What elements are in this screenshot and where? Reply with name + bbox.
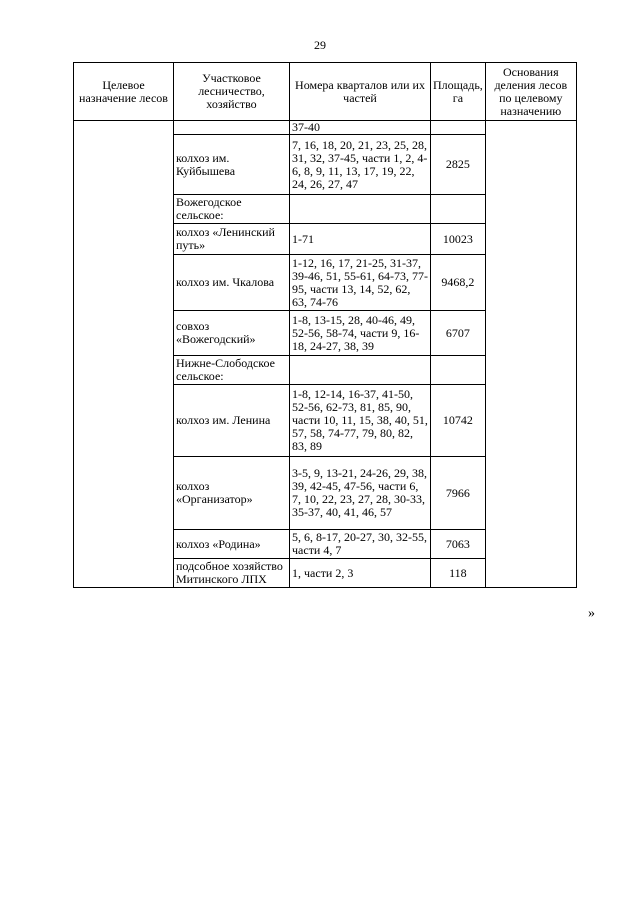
header-blocks: Номера кварталов или их частей — [290, 63, 431, 121]
area-cell — [431, 121, 486, 135]
unit-cell — [174, 121, 290, 135]
unit-cell: Нижне-Слободское сельское: — [174, 356, 290, 385]
unit-cell: колхоз «Родина» — [174, 530, 290, 559]
header-unit: Участковое лесничество, хозяйство — [174, 63, 290, 121]
area-cell: 9468,2 — [431, 255, 486, 311]
unit-cell: колхоз «Организатор» — [174, 457, 290, 530]
blocks-cell: 7, 16, 18, 20, 21, 23, 25, 28, 31, 32, 37-45, части 1, 2, 4-6, 8, 9, 11, 13, 17, 19, 22, 24, 26, 27, 47 — [290, 135, 431, 195]
blocks-cell: 1-12, 16, 17, 21-25, 31-37, 39-46, 51, 55-61, 64-73, 77-95, части 13, 14, 52, 62, 63, 74-76 — [290, 255, 431, 311]
blocks-cell: 1-8, 13-15, 28, 40-46, 49, 52-56, 58-74, части 9, 16-18, 24-27, 38, 39 — [290, 311, 431, 356]
basis-cell — [485, 121, 576, 588]
area-cell — [431, 195, 486, 224]
header-basis: Основания деления лесов по целевому назначению — [485, 63, 576, 121]
area-cell: 118 — [431, 559, 486, 588]
unit-cell: колхоз им. Ленина — [174, 385, 290, 457]
table-header-row — [74, 63, 577, 121]
unit-cell: колхоз им. Куйбышева — [174, 135, 290, 195]
blocks-cell: 5, 6, 8-17, 20-27, 30, 32-55, части 4, 7 — [290, 530, 431, 559]
area-cell: 10742 — [431, 385, 486, 457]
area-cell: 7063 — [431, 530, 486, 559]
unit-cell: колхоз «Ленинский путь» — [174, 224, 290, 255]
unit-cell: Вожегодское сельское: — [174, 195, 290, 224]
area-cell — [431, 356, 486, 385]
unit-cell: колхоз им. Чкалова — [174, 255, 290, 311]
blocks-cell: 1-71 — [290, 224, 431, 255]
unit-cell: подсобное хозяйство Митинского ЛПХ — [174, 559, 290, 588]
header-purpose: Целевое назначение лесов — [74, 63, 174, 121]
blocks-cell: 1-8, 12-14, 16-37, 41-50, 52-56, 62-73, 81, 85, 90, части 10, 11, 15, 38, 40, 51, 57, 58, 74-77, 79, 80, 82, 83, 89 — [290, 385, 431, 457]
blocks-cell: 1, части 2, 3 — [290, 559, 431, 588]
purpose-cell — [74, 121, 174, 588]
header-area: Площадь, га — [431, 63, 486, 121]
area-cell: 6707 — [431, 311, 486, 356]
blocks-cell — [290, 356, 431, 385]
forest-purpose-table — [73, 62, 577, 588]
blocks-cell — [290, 195, 431, 224]
blocks-cell: 3-5, 9, 13-21, 24-26, 29, 38, 39, 42-45, 47-56, части 6, 7, 10, 22, 23, 27, 28, 30-33, 35-37, 40, 41, 46, 57 — [290, 457, 431, 530]
area-cell: 10023 — [431, 224, 486, 255]
unit-cell: совхоз «Вожегодский» — [174, 311, 290, 356]
blocks-cell: 37-40 — [290, 121, 431, 135]
closing-quote-mark: » — [588, 606, 595, 621]
page-number: 29 — [314, 38, 326, 52]
area-cell: 7966 — [431, 457, 486, 530]
area-cell: 2825 — [431, 135, 486, 195]
table-row — [74, 121, 577, 135]
